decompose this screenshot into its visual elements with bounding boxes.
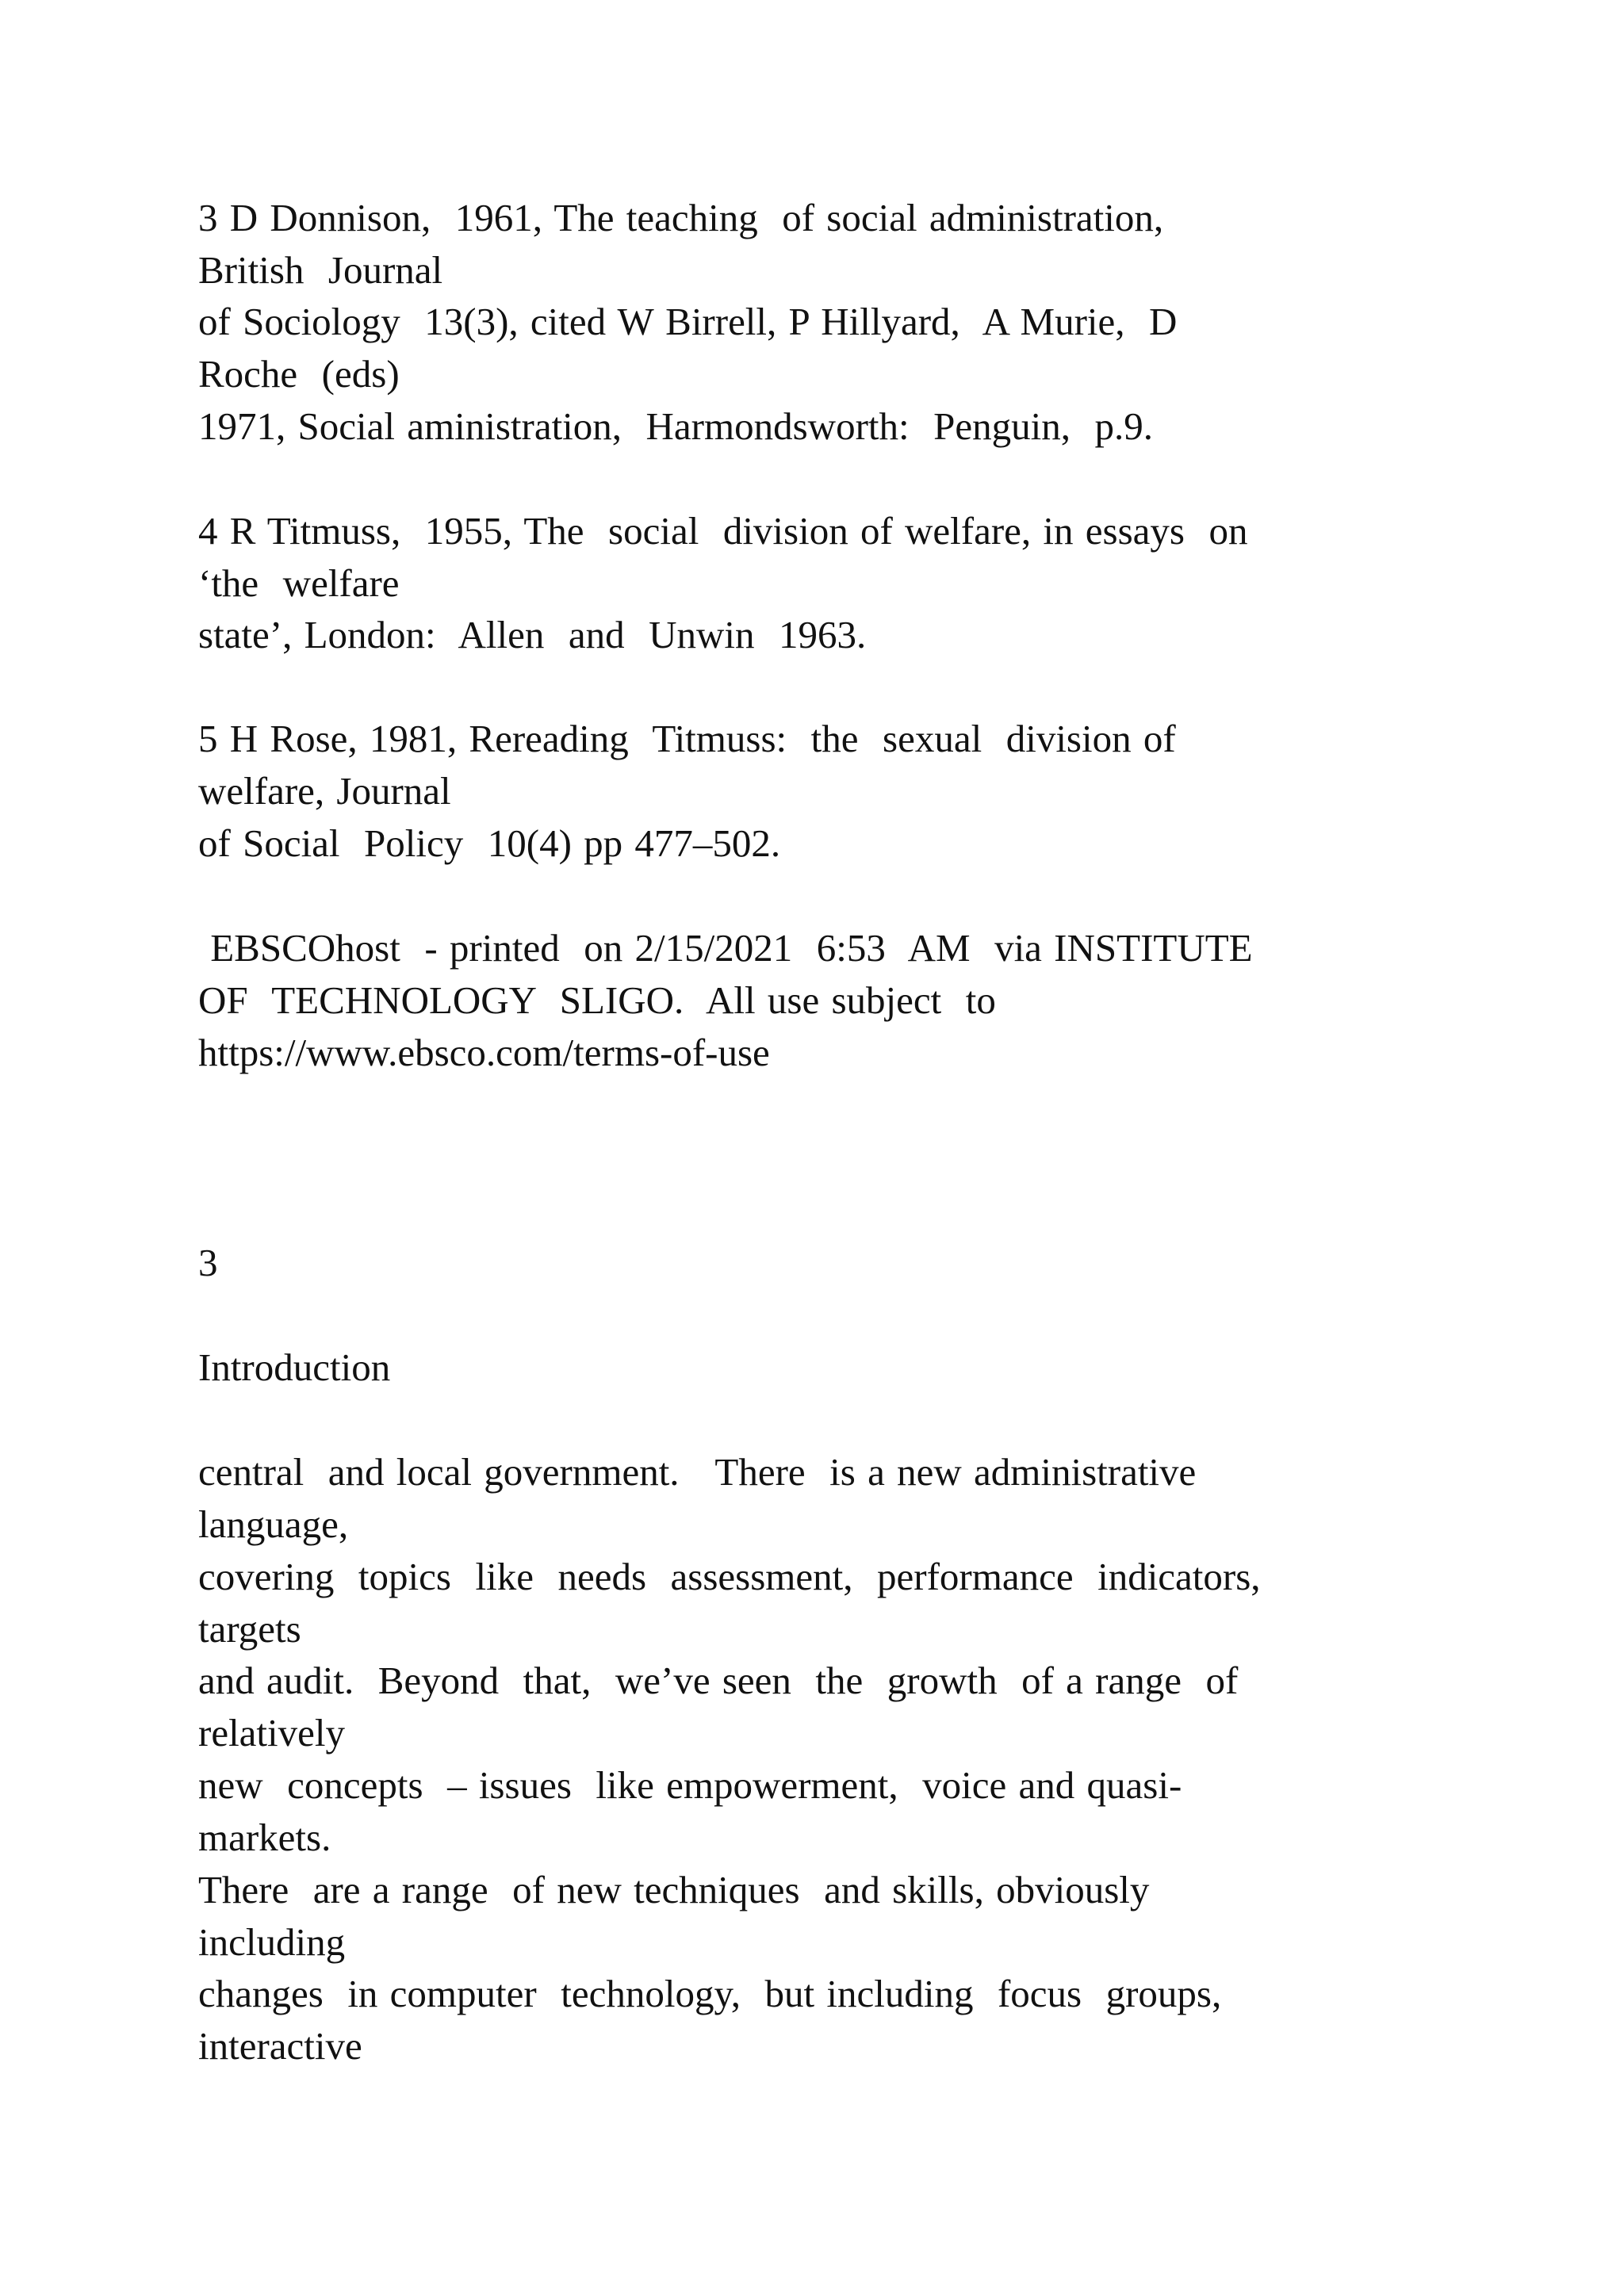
page-number: 3 xyxy=(198,1241,218,1284)
body-line: markets. xyxy=(198,1816,331,1859)
footnote-line: of Social Policy 10(4) pp 477–502. xyxy=(198,821,781,865)
body-line: and audit. Beyond that, we’ve seen the growth of a range of xyxy=(198,1659,1239,1702)
footnote-line: of Sociology 13(3), cited W Birrell, P Hillyard, A Murie, D xyxy=(198,300,1178,343)
body-line: There are a range of new techniques and skills, obviously xyxy=(198,1868,1150,1911)
body-line: changes in computer technology, but including focus groups, xyxy=(198,1972,1222,2015)
print-notice-line: EBSCOhost - printed on 2/15/2021 6:53 AM via INSTITUTE xyxy=(198,926,1253,970)
footnote-line: 1971, Social aministration, Harmondsworth: Penguin, p.9. xyxy=(198,404,1153,448)
print-notice-line: OF TECHNOLOGY SLIGO. All use subject to xyxy=(198,978,996,1022)
footnote-line: 3 D Donnison, 1961, The teaching of social administration, xyxy=(198,196,1164,239)
body-line: relatively xyxy=(198,1711,346,1755)
footnote-line: state’, London: Allen and Unwin 1963. xyxy=(198,613,867,656)
body-line: covering topics like needs assessment, performance indicators, xyxy=(198,1555,1261,1598)
footnote-line: welfare, Journal xyxy=(198,769,451,813)
footnote-line: Roche (eds) xyxy=(198,352,400,396)
footnote-line: 4 R Titmuss, 1955, The social division of welfare, in essays on xyxy=(198,509,1248,553)
body-line: including xyxy=(198,1920,346,1964)
terms-url: https://www.ebsco.com/terms-of-use xyxy=(198,1031,770,1074)
footnote-line: 5 H Rose, 1981, Rereading Titmuss: the sexual division of xyxy=(198,717,1176,760)
body-line: targets xyxy=(198,1607,301,1651)
body-line: language, xyxy=(198,1502,349,1546)
body-line: central and local government. There is a new administrative xyxy=(198,1450,1197,1494)
running-header: Introduction xyxy=(198,1345,391,1389)
footnote-line: ‘the welfare xyxy=(198,561,400,605)
footnote-line: British Journal xyxy=(198,248,443,292)
body-line: new concepts – issues like empowerment, voice and quasi- xyxy=(198,1763,1182,1807)
body-line: interactive xyxy=(198,2024,362,2068)
